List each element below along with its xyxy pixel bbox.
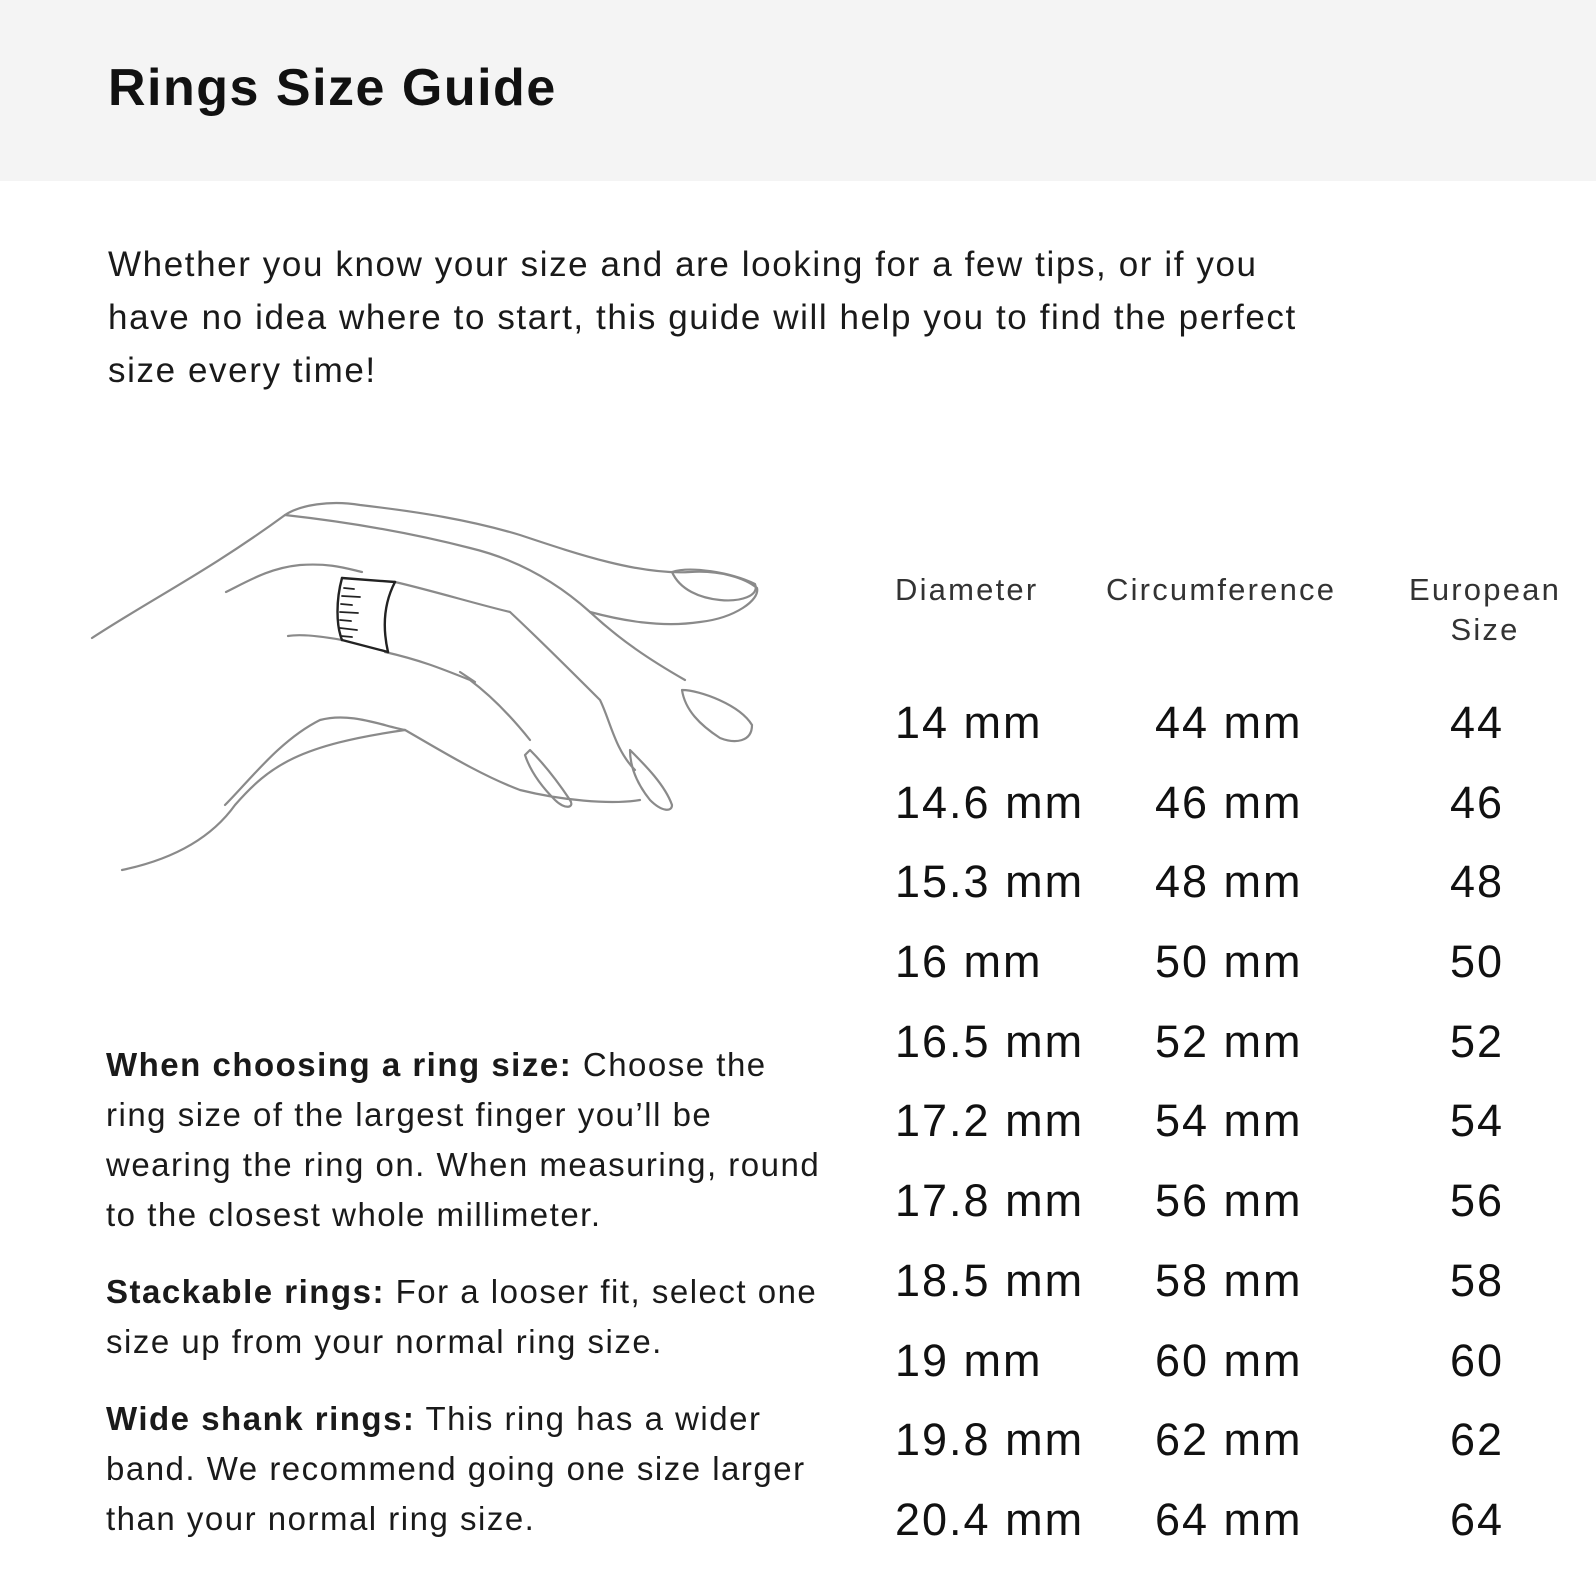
size-table [0,690,1596,1567]
european-size-cell: 64 [1450,1493,1505,1545]
european-size-cell: 62 [1450,1414,1505,1466]
table-row [0,1407,1596,1487]
european-size-cell: 50 [1450,936,1505,988]
intro-paragraph: Whether you know your size and are looking for a few tips, or if you have no idea where to start, this guide will help you to find the perfect size every time! [108,245,1297,390]
table-row [0,929,1596,1009]
note-text: Choose the ring size of the largest finger you’ll be wearing the ring on. When measuring, round to the closest whole millimeter. [106,1046,821,1233]
diameter-cell: 17.2 mm [895,1095,1085,1147]
european-size-cell: 44 [1450,697,1505,748]
circumference-cell: 58 mm [1155,1254,1303,1306]
header-european-size [1385,570,1585,650]
table-row [0,1328,1596,1408]
circumference-cell: 62 mm [1155,1414,1303,1466]
european-size-cell: 48 [1450,856,1505,908]
circumference-cell: 48 mm [1155,856,1303,908]
diameter-cell: 19.8 mm [895,1414,1085,1466]
diameter-cell: 19 mm [895,1334,1043,1386]
table-row [0,690,1596,770]
header-circumference: Circumference [1106,572,1337,607]
header-diameter: Diameter [895,572,1039,607]
table-row [0,1248,1596,1328]
diameter-cell: 20.4 mm [895,1493,1085,1545]
circumference-cell: 46 mm [1155,776,1303,828]
diameter-cell: 18.5 mm [895,1254,1085,1306]
diameter-cell: 14 mm [895,697,1043,748]
header-european-line1: European [1408,572,1562,607]
circumference-cell: 44 mm [1155,697,1303,748]
table-row [0,1009,1596,1089]
circumference-cell: 50 mm [1155,936,1303,988]
circumference-cell: 64 mm [1155,1493,1303,1545]
european-size-cell: 46 [1450,776,1505,828]
table-row [0,1168,1596,1248]
european-size-cell: 52 [1450,1015,1505,1067]
diameter-cell: 14.6 mm [895,776,1085,828]
note-label: Stackable rings: [106,1273,385,1310]
circumference-cell: 52 mm [1155,1015,1303,1067]
circumference-cell: 60 mm [1155,1334,1303,1386]
table-row [0,1088,1596,1168]
diameter-cell: 16.5 mm [895,1015,1085,1067]
note-text: For a looser fit, select one size up from your normal ring size. [106,1273,818,1360]
circumference-cell: 54 mm [1155,1095,1303,1147]
diameter-cell: 15.3 mm [895,856,1085,908]
european-size-cell: 60 [1450,1334,1505,1386]
header-banner [0,0,1596,181]
page-title: Rings Size Guide [108,59,557,117]
circumference-cell: 56 mm [1155,1175,1303,1227]
european-size-cell: 54 [1450,1095,1505,1147]
diameter-cell: 16 mm [895,936,1043,988]
european-size-cell: 56 [1450,1175,1505,1227]
note-text: This ring has a wider band. We recommend going one size larger than your normal ring size. [106,1400,806,1537]
table-row [0,1487,1596,1567]
header-european-line2: Size [1450,612,1520,647]
diameter-cell: 17.8 mm [895,1175,1085,1227]
table-row [0,770,1596,850]
note-label: Wide shank rings: [106,1400,416,1437]
european-size-cell: 58 [1450,1254,1505,1306]
table-row [0,849,1596,929]
note-label: When choosing a ring size: [106,1046,573,1083]
